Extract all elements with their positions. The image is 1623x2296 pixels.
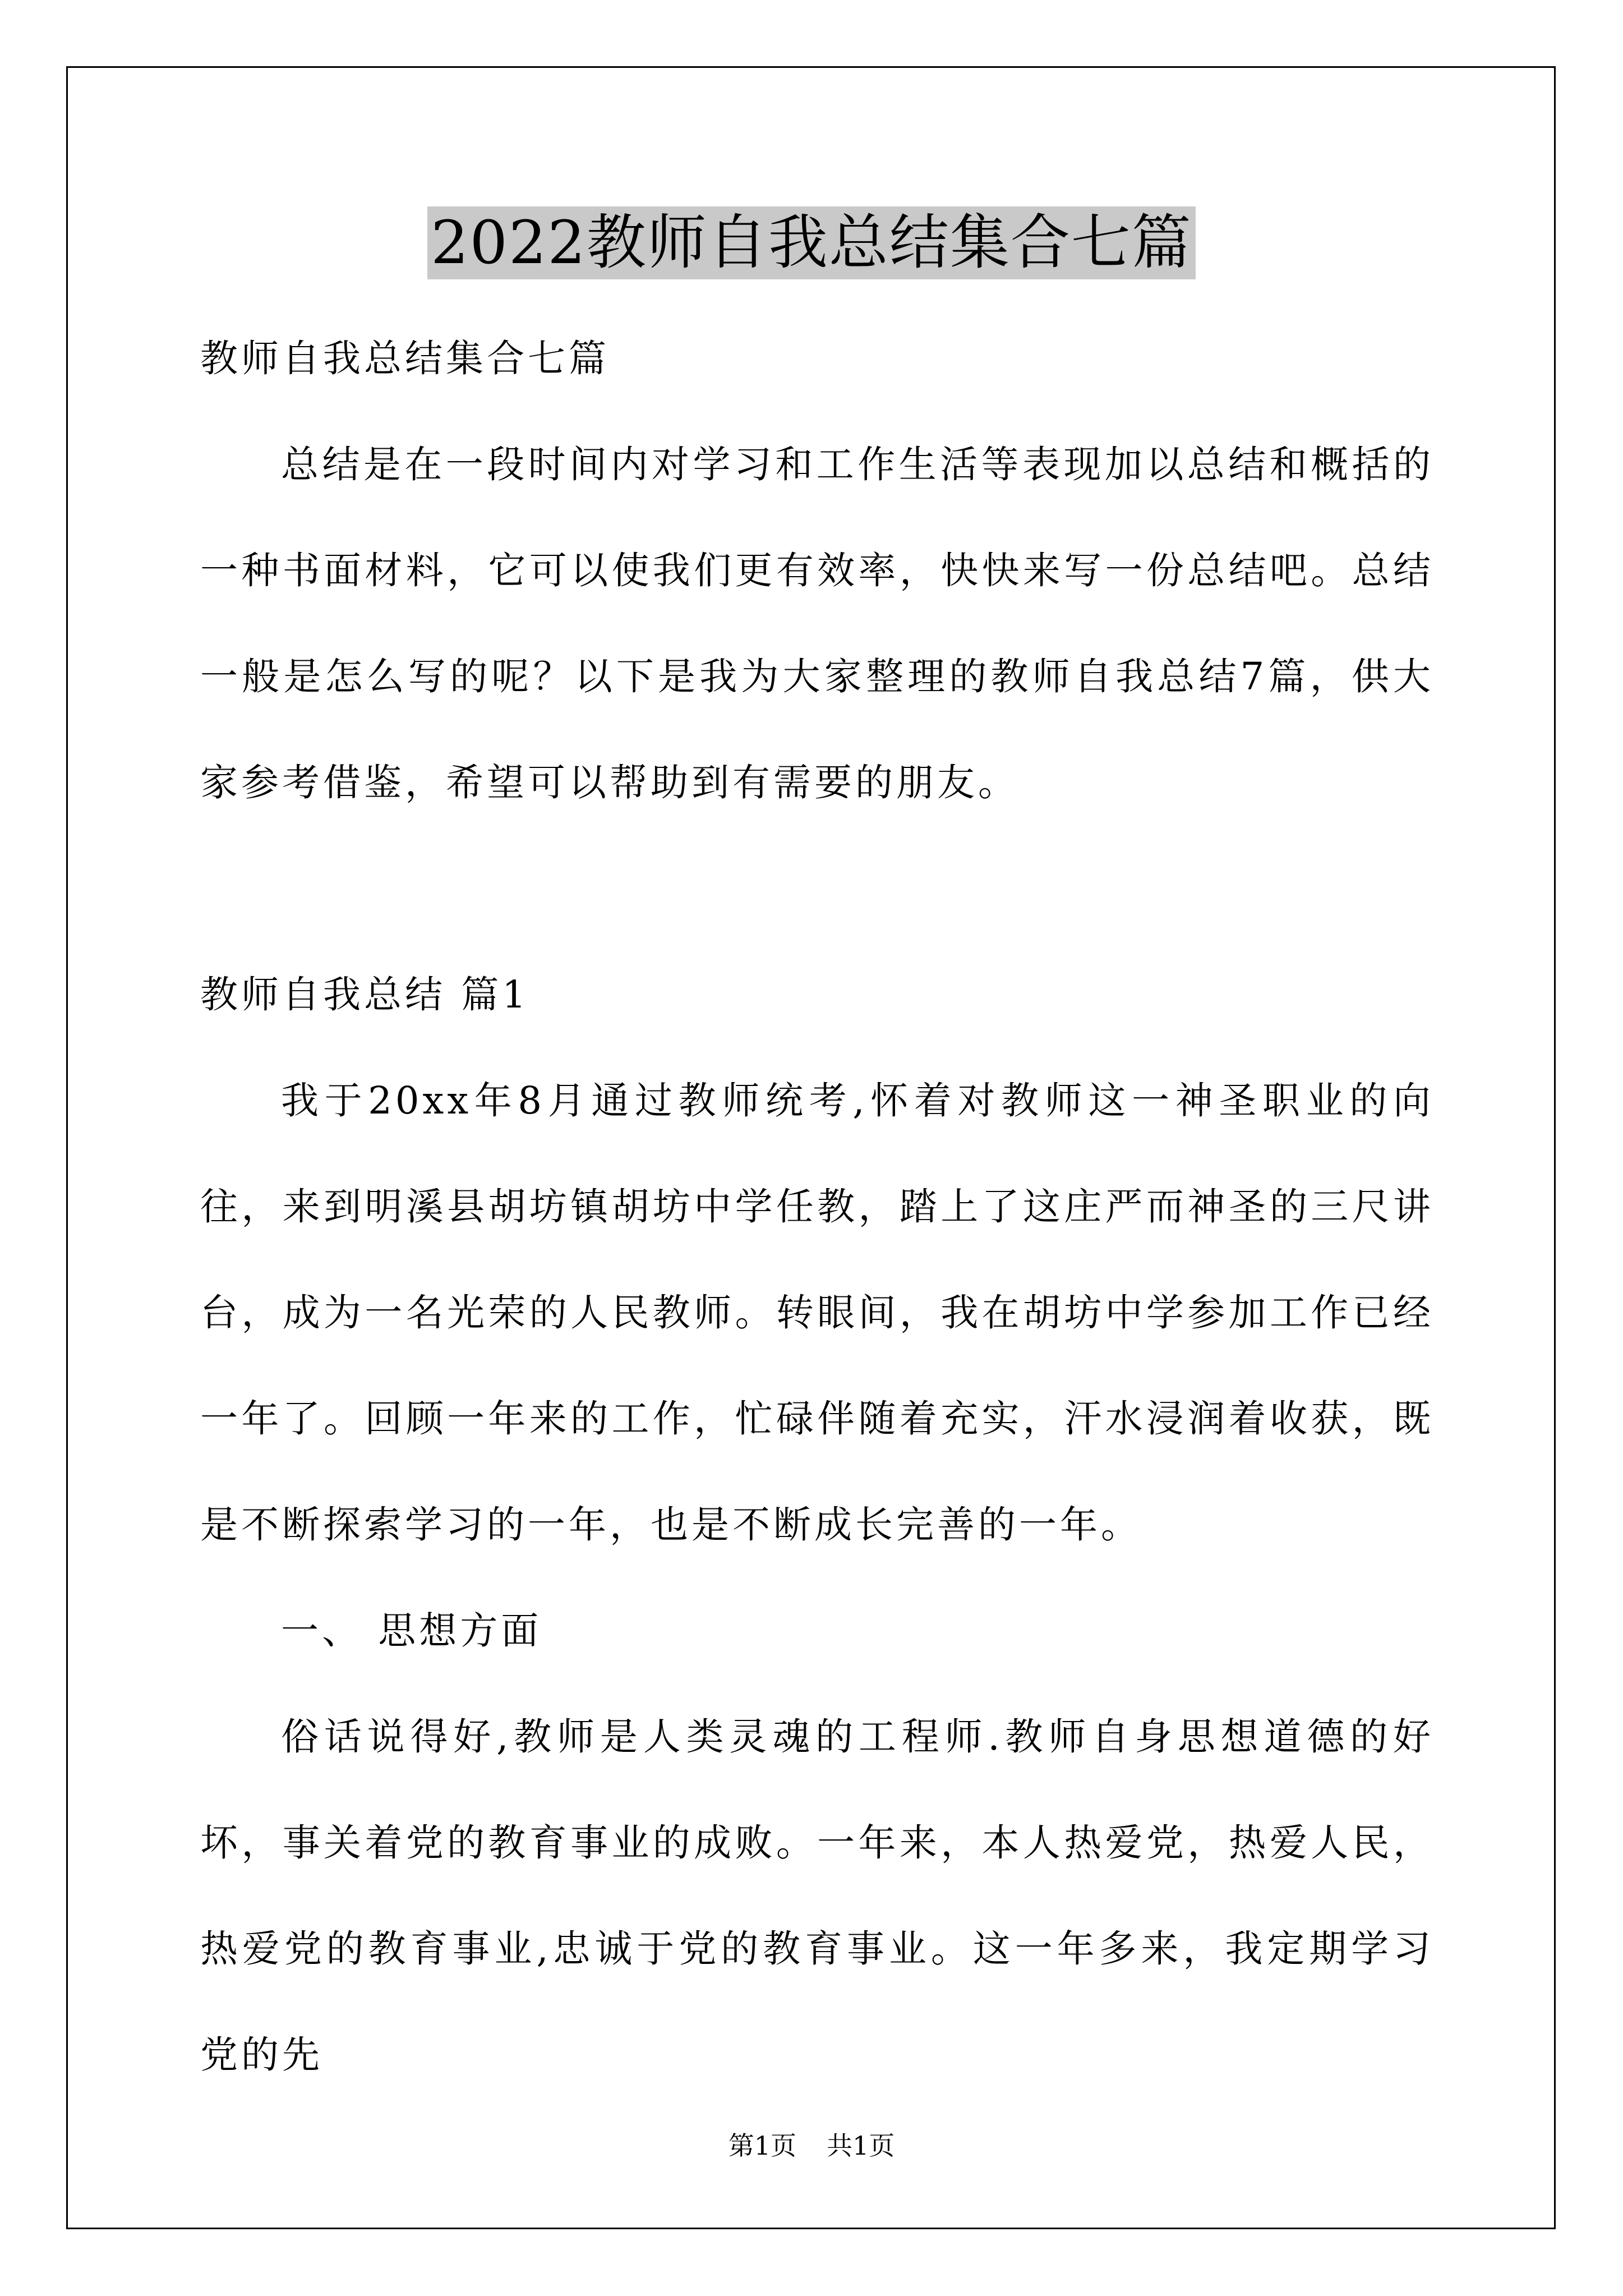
intro-paragraph: 总结是在一段时间内对学习和工作生活等表现加以总结和概括的一种书面材料，它可以使我们更有效率，快快来写一份总结吧。总结一般是怎么写的呢？以下是我为大家整理的教师自我总结7篇，供大家参考借鉴，希望可以帮助到有需要的朋友。 (200, 443, 1434, 804)
page-footer (0, 2129, 1623, 2162)
section-subheading: 一、 思想方面 (281, 1609, 542, 1653)
section-gap (200, 836, 1434, 942)
page-number: 第1页 (728, 2131, 796, 2161)
section-heading: 教师自我总结 篇1 (200, 973, 529, 1016)
title-container (0, 206, 1623, 279)
section-paragraph-2: 俗话说得好,教师是人类灵魂的工程师.教师自身思想道德的好坏，事关着党的教育事业的成败。一年来，本人热爱党，热爱人民，热爱党的教育事业,忠诚于党的教育事业。这一年多来，我定期学习党的先 (200, 1715, 1434, 2077)
section-paragraph-1: 我于20xx年8月通过教师统考,怀着对教师这一神圣职业的向往，来到明溪县胡坊镇胡坊中学任教，踏上了这庄严而神圣的三尺讲台，成为一名光荣的人民教师。转眼间，我在胡坊中学参加工作已经一年了。回顾一年来的工作，忙碌伴随着充实，汗水浸润着收获，既是不断探索学习的一年，也是不断成长完善的一年。 (200, 1079, 1434, 1547)
page-total: 共1页 (827, 2131, 895, 2161)
document-subtitle: 教师自我总结集合七篇 (200, 337, 610, 380)
document-body (200, 306, 1434, 2108)
document-title: 2022教师自我总结集合七篇 (427, 206, 1196, 279)
